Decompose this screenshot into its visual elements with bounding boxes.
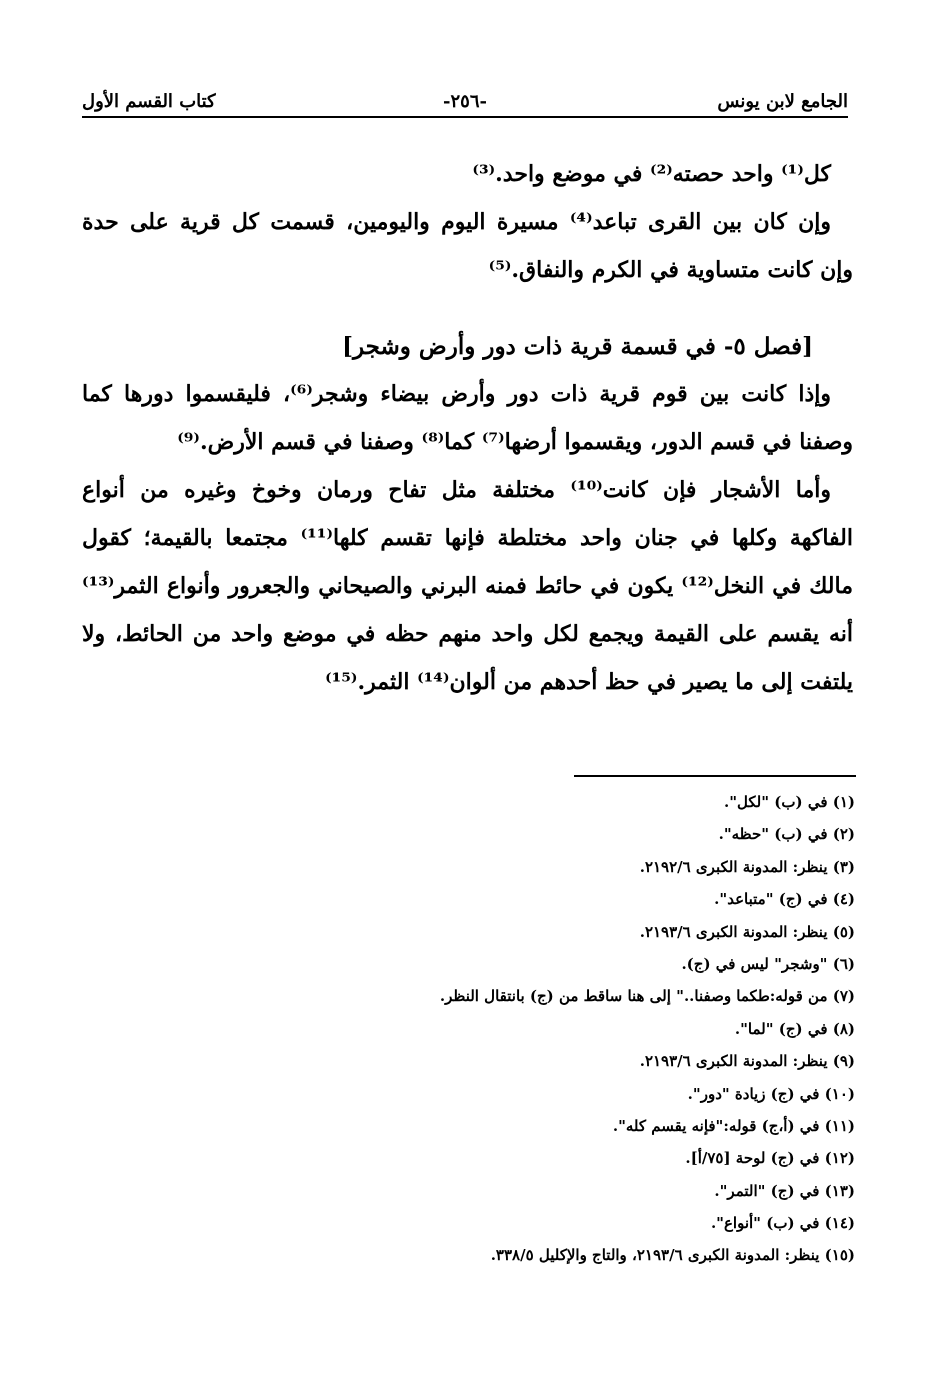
footnote: (١١) في (أ،ج) قوله:"فإنه يقسم كله". xyxy=(612,1116,855,1135)
footnote: (١٤) في (ب) "أنواع". xyxy=(710,1214,855,1233)
header-book-title: الجامع لابن يونس xyxy=(717,91,848,112)
text-line: الفاكهة وكلها في جنان واحد مختلطة فإنها تقسم كلها⁽¹¹⁾ مجتمعا بالقيمة؛ كقول xyxy=(82,525,853,551)
footnote: (٥) ينظر: المدونة الكبرى ٢١٩٣/٦. xyxy=(639,922,855,941)
footnote: (١٠) في (ج) زيادة "دور". xyxy=(687,1084,855,1103)
footnote: (٧) من قوله:طكما وصفنا.." إلى هنا ساقط من (ج) بانتقال النظر. xyxy=(439,987,855,1006)
footnote: (٤) في (ج) "متباعد". xyxy=(714,890,855,909)
footnote-separator xyxy=(574,775,856,777)
footnote: (١) في (ب) "لكل". xyxy=(724,793,855,811)
footnote: (٢) في (ب) "حظه". xyxy=(718,825,855,844)
footnotes xyxy=(82,786,855,1272)
text-line: وإن كانت متساوية في الكرم والنفاق.⁽⁵⁾ xyxy=(488,257,853,283)
text-line: وإن كان بين القرى تباعد⁽⁴⁾ مسيرة اليوم واليومين، قسمت كل قرية على حدة xyxy=(82,209,831,235)
section-heading: [فصل ٥- في قسمة قرية ذات دور وأرض وشجر] xyxy=(342,333,813,360)
text-line: وأما الأشجار فإن كانت⁽¹⁰⁾ مختلفة مثل تفاح ورمان وخوخ وغيره من أنواع xyxy=(82,477,831,503)
footnote: (٨) في (ج) "لما". xyxy=(734,1019,855,1038)
text-line: أنه يقسم على القيمة ويجمع لكل واحد منهم حظه في موضع واحد من الحائط، ولا xyxy=(82,621,853,647)
page-number: -٢٥٦- xyxy=(443,91,487,112)
text-line: وصفنا في قسم الدور، ويقسموا أرضها⁽⁷⁾ كما⁽⁸⁾ وصفنا في قسم الأرض.⁽⁹⁾ xyxy=(177,429,853,455)
footnote: (٩) ينظر: المدونة الكبرى ٢١٩٣/٦. xyxy=(639,1052,855,1071)
footnote: (٦) "وشجر" ليس في (ج). xyxy=(681,954,855,973)
text-line: كل⁽¹⁾ واحد حصته⁽²⁾ في موضع واحد.⁽³⁾ xyxy=(472,161,831,187)
text-line: يلتفت إلى ما يصير في حظ أحدهم من ألوان⁽¹⁴⁾ الثمر.⁽¹⁵⁾ xyxy=(325,669,853,695)
running-header xyxy=(82,88,848,118)
footnote: (١٢) في (ج) لوحة [٧٥/أ]. xyxy=(685,1149,855,1168)
text-line: وإذا كانت بين قوم قرية ذات دور وأرض بيضاء وشجر⁽⁶⁾، فليقسموا دورها كما xyxy=(82,381,832,407)
header-section-title: كتاب القسم الأول xyxy=(82,91,216,112)
footnote: (١٣) في (ج) "التمر". xyxy=(714,1181,855,1200)
footnote: (٣) ينظر: المدونة الكبرى ٢١٩٢/٦. xyxy=(639,857,855,876)
main-text xyxy=(82,150,853,706)
paragraph-gap xyxy=(82,294,853,324)
footnote: (١٥) ينظر: المدونة الكبرى ٢١٩٣/٦، والتاج والإكليل ٣٣٨/٥. xyxy=(490,1246,855,1265)
text-line: مالك في النخل⁽¹²⁾ يكون في حائط فمنه البرني والصيحاني والجعرور وأنواع الثمر⁽¹³⁾ xyxy=(82,573,853,599)
